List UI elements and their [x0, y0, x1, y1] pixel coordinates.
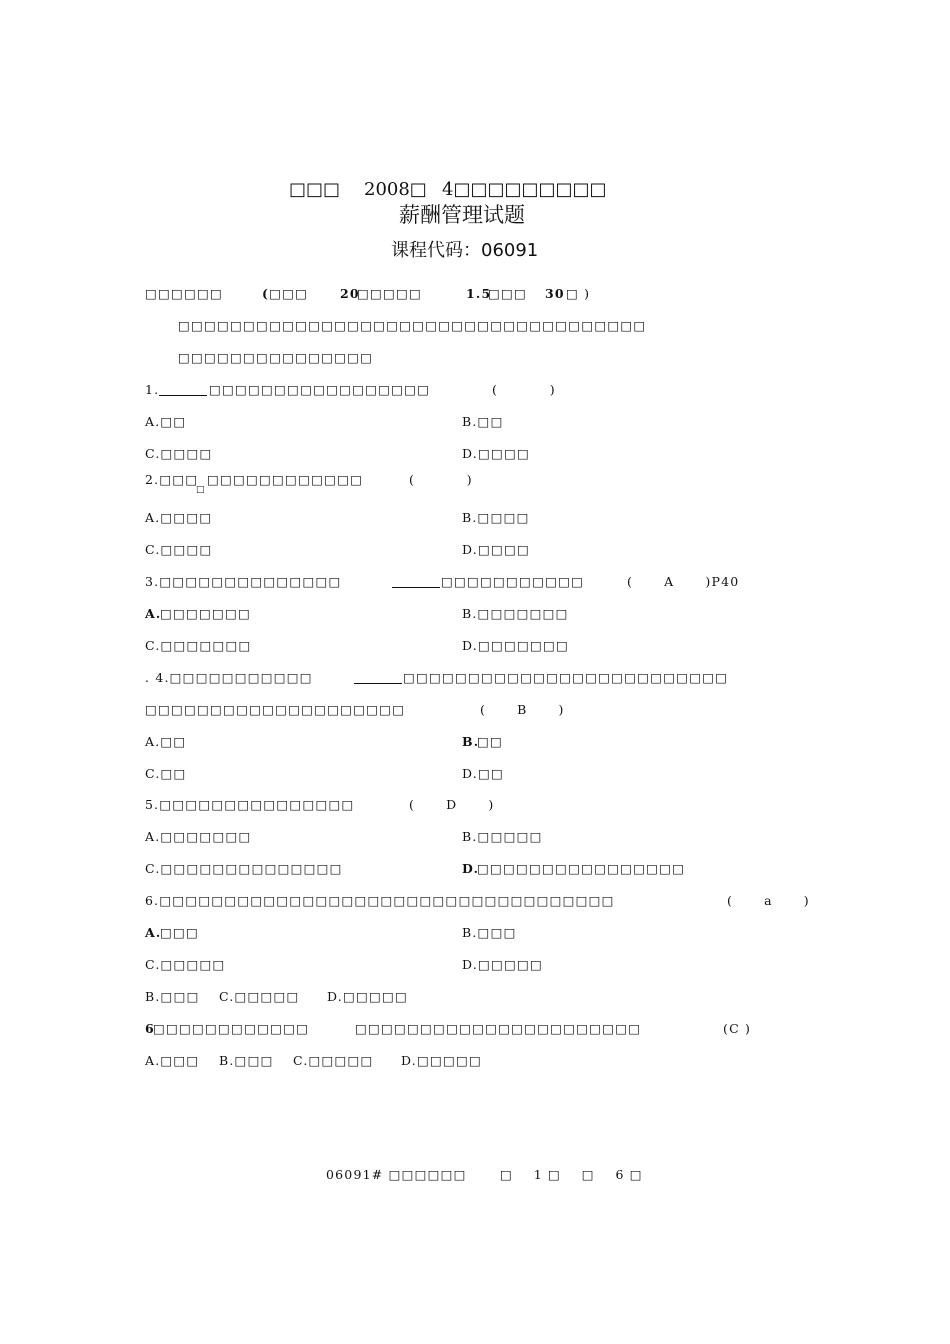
q2-option-d: D.□□□□ [462, 542, 530, 557]
q2-number: 2.□□□ [145, 472, 199, 487]
q3-option-a-label: A. [145, 606, 162, 621]
q6b-answer: (C ) [723, 1021, 752, 1036]
q4-option-d: D.□□ [462, 766, 504, 781]
q1-number: 1. [145, 382, 160, 397]
q2-text: □□□□□□□□□□□□ [207, 472, 364, 487]
footer-page-number: □ 1 □ □ 6 □ [500, 1167, 643, 1182]
footer-code: 06091# □□□□□□ [326, 1167, 467, 1182]
q6-dup-option-b: B.□□□ [145, 989, 200, 1004]
q6-option-c: C.□□□□□ [145, 957, 226, 972]
q6-text: 6.□□□□□□□□□□□□□□□□□□□□□□□□□□□□□□□□□□□ [145, 893, 615, 908]
q3-text-part1: 3.□□□□□□□□□□□□□□ [145, 574, 342, 589]
q6-option-a: □□□ [160, 925, 200, 940]
q1-option-a: A.□□ [145, 414, 187, 429]
instructions-line-1: □□□□□□□□□□□□□□□□□□□□□□□□□□□□□□□□□□□□ [178, 318, 647, 333]
q3-option-d: D.□□□□□□□ [462, 638, 570, 653]
q4-text-part3: □□□□□□□□□□□□□□□□□□□□ [145, 702, 406, 717]
q2-answer-paren: ( ) [409, 472, 473, 487]
q3-text-part2: □□□□□□□□□□□ [441, 574, 585, 589]
header-prefix: □□□ [289, 179, 341, 200]
q3-option-c: C.□□□□□□□ [145, 638, 252, 653]
q5-option-d-label: D. [462, 861, 480, 876]
q5-option-c: C.□□□□□□□□□□□□□□ [145, 861, 343, 876]
section-title: □□□□□□ [145, 286, 224, 301]
q1-answer-paren: ( ) [492, 382, 556, 397]
q5-option-d: □□□□□□□□□□□□□□□□ [477, 861, 686, 876]
q5-text: 5.□□□□□□□□□□□□□□□ [145, 797, 355, 812]
q4-option-b-label: B. [462, 734, 480, 749]
q4-text-part2: □□□□□□□□□□□□□□□□□□□□□□□□□ [403, 670, 729, 685]
q4-option-c: C.□□ [145, 766, 187, 781]
instructions-line-2: □□□□□□□□□□□□□□□ [178, 350, 374, 365]
q3-option-a: □□□□□□□ [160, 606, 252, 621]
header-year: 2008□ [364, 179, 427, 200]
q6-dup-option-c: C.□□□□□ [219, 989, 300, 1004]
q4-blank [354, 670, 402, 684]
q4-option-a: A.□□ [145, 734, 187, 749]
q5-answer: ( D ) [409, 797, 495, 812]
q1-option-d: D.□□□□ [462, 446, 530, 461]
q2-option-a: A.□□□□ [145, 510, 213, 525]
q4-text-part1: . 4.□□□□□□□□□□□ [145, 670, 313, 685]
q2-mark: □ [196, 485, 205, 495]
section-total: 30 [545, 286, 565, 301]
q6b-number: 6 [145, 1021, 155, 1036]
q6b-option-c: C.□□□□□ [293, 1053, 374, 1068]
section-score-unit: □□□ [488, 286, 528, 301]
q6-option-d: D.□□□□□ [462, 957, 544, 972]
header-exam-name: 4□□□□□□□□□ [442, 179, 607, 200]
section-total-unit: □ ) [566, 286, 591, 301]
q5-option-a: A.□□□□□□□ [145, 829, 252, 844]
q5-option-b: B.□□□□□ [462, 829, 543, 844]
q1-blank [159, 382, 207, 396]
course-code: 课程代码：06091 [391, 240, 539, 261]
q6b-text-part2: □□□□□□□□□□□□□□□□□□□□□□ [355, 1021, 642, 1036]
q2-option-b: B.□□□□ [462, 510, 530, 525]
q6-answer: ( a ) [727, 893, 810, 908]
section-count: 20 [340, 286, 360, 301]
q6b-option-d: D.□□□□□ [401, 1053, 483, 1068]
q1-option-c: C.□□□□ [145, 446, 213, 461]
section-score-each: 1.5 [466, 286, 492, 301]
q1-option-b: B.□□ [462, 414, 504, 429]
q6-option-b: B.□□□ [462, 925, 517, 940]
q3-option-b: B.□□□□□□□ [462, 606, 569, 621]
page-title: 薪酬管理试题 [399, 203, 525, 227]
q6-dup-option-d: D.□□□□□ [327, 989, 409, 1004]
section-paren-open: (□□□ [262, 286, 309, 301]
q6-option-a-label: A. [145, 925, 162, 940]
section-count-unit: □□□□□ [357, 286, 423, 301]
q1-text: □□□□□□□□□□□□□□□□□ [209, 382, 431, 397]
q6b-option-a: A.□□□ [145, 1053, 200, 1068]
q6b-text-part1: □□□□□□□□□□□□ [153, 1021, 310, 1036]
q6b-option-b: B.□□□ [219, 1053, 274, 1068]
q2-option-c: C.□□□□ [145, 542, 213, 557]
q4-answer: ( B ) [480, 702, 565, 717]
q4-option-b: □□ [477, 734, 504, 749]
q3-blank [392, 574, 440, 588]
q3-answer: ( A )P40 [627, 574, 740, 589]
